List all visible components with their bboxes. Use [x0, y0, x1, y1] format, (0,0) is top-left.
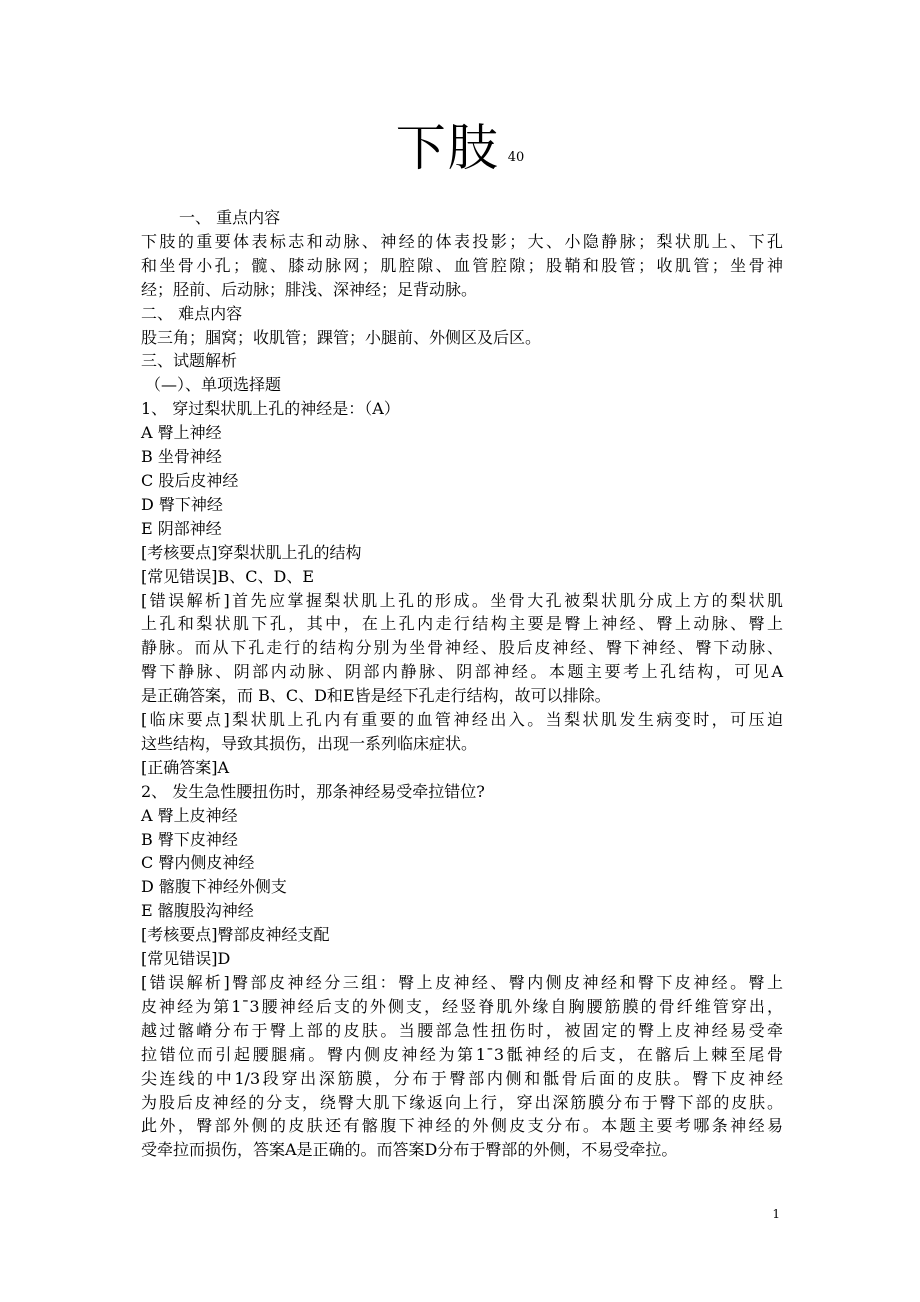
option-d: D 髂腹下神经外侧支: [141, 877, 287, 897]
text-line: 下肢的重要体表标志和动脉、神经的体表投影；大、小隐静脉；梨状肌上、下孔: [141, 231, 783, 251]
page-title: 下肢: [395, 119, 500, 177]
text-line: 越过髂嵴分布于臀上部的皮肤。当腰部急性扭伤时，被固定的臀上皮神经易受牵: [141, 1020, 783, 1040]
question-1: 1、 穿过梨状肌上孔的神经是：（A）: [141, 399, 400, 419]
text-line: 皮神经为第1¯3腰神经后支的外侧支，经竖脊肌外缘自胸腰筋膜的骨纤维管穿出，: [141, 996, 783, 1016]
text-line: 上孔和梨状肌下孔，其中，在上孔内走行结构主要是臀上神经、臀上动脉、臀上: [141, 614, 783, 634]
text-line: 臀下静脉、阴部内动脉、阴部内静脉、阴部神经。本题主要考上孔结构，可见A: [141, 662, 783, 682]
option-e: E 髂腹股沟神经: [141, 901, 254, 921]
option-a: A 臀上皮神经: [141, 805, 238, 825]
correct-answer: [正确答案]A: [141, 757, 230, 777]
key-point: [考核要点]穿梨状肌上孔的结构: [141, 542, 362, 562]
option-c: C 臀内侧皮神经: [141, 853, 255, 873]
title-number: 40: [507, 150, 525, 165]
common-error: [常见错误]D: [141, 949, 231, 969]
text-line: 拉错位而引起腰腿痛。臀内侧皮神经为第1¯3骶神经的后支，在髂后上棘至尾骨: [141, 1044, 783, 1064]
section-heading-difficulties: 二、 难点内容: [141, 303, 243, 323]
key-point: [考核要点]臀部皮神经支配: [141, 925, 330, 945]
option-b: B 臀下皮神经: [141, 829, 238, 849]
option-d: D 臀下神经: [141, 494, 223, 514]
text-line: 股三角；腘窝；收肌管；踝管；小腿前、外侧区及后区。: [141, 327, 542, 347]
text-line: 为股后皮神经的分支，绕臀大肌下缘返向上行，穿出深筋膜分布于臀下部的皮肤。: [141, 1092, 783, 1112]
text-line: 静脉。而从下孔走行的结构分别为坐骨神经、股后皮神经、臀下神经、臀下动脉、: [141, 638, 783, 658]
text-line: 受牵拉而损伤，答案A是正确的。而答案D分布于臀部的外侧，不易受牵拉。: [141, 1140, 678, 1160]
clinical-point: [临床要点]梨状肌上孔内有重要的血管神经出入。当梨状肌发生病变时，可压迫: [141, 710, 783, 730]
common-error: [常见错误]B、C、D、E: [141, 566, 314, 586]
error-analysis: [错误解析]臀部皮神经分三组：臀上皮神经、臀内侧皮神经和臀下皮神经。臀上: [141, 973, 783, 992]
text-line: 此外，臀部外侧的皮肤还有髂腹下神经的外侧皮支分布。本题主要考哪条神经易: [141, 1116, 783, 1136]
text-line: 是正确答案，而 B、C、D和E皆是经下孔走行结构，故可以排除。: [141, 686, 611, 706]
page-title-block: [0, 115, 920, 181]
text-line: 和坐骨小孔；髋、膝动脉网；肌腔隙、血管腔隙；股鞘和股管；收肌管；坐骨神: [141, 255, 783, 275]
option-a: A 臀上神经: [141, 423, 222, 443]
section-heading-key-points: 一、 重点内容: [179, 208, 281, 227]
text-line: 这些结构，导致其损伤，出现一系列临床症状。: [141, 733, 478, 753]
option-e: E 阴部神经: [141, 518, 222, 538]
section-heading-analysis: 三、试题解析: [141, 351, 238, 371]
error-analysis: [错误解析]首先应掌握梨状肌上孔的形成。坐骨大孔被梨状肌分成上方的梨状肌: [141, 590, 783, 610]
subsection-heading: （—）、单项选择题: [145, 375, 282, 395]
question-2: 2、 发生急性腰扭伤时，那条神经易受牵拉错位?: [141, 781, 485, 801]
document-body: [141, 206, 783, 1162]
text-line: 经；胫前、后动脉；腓浅、深神经；足背动脉。: [141, 279, 478, 299]
text-line: 尖连线的中1/3段穿出深筋膜，分布于臀部内侧和骶骨后面的皮肤。臀下皮神经: [141, 1068, 783, 1088]
page-number: 1: [772, 1207, 780, 1221]
option-b: B 坐骨神经: [141, 447, 222, 467]
option-c: C 股后皮神经: [141, 470, 239, 490]
